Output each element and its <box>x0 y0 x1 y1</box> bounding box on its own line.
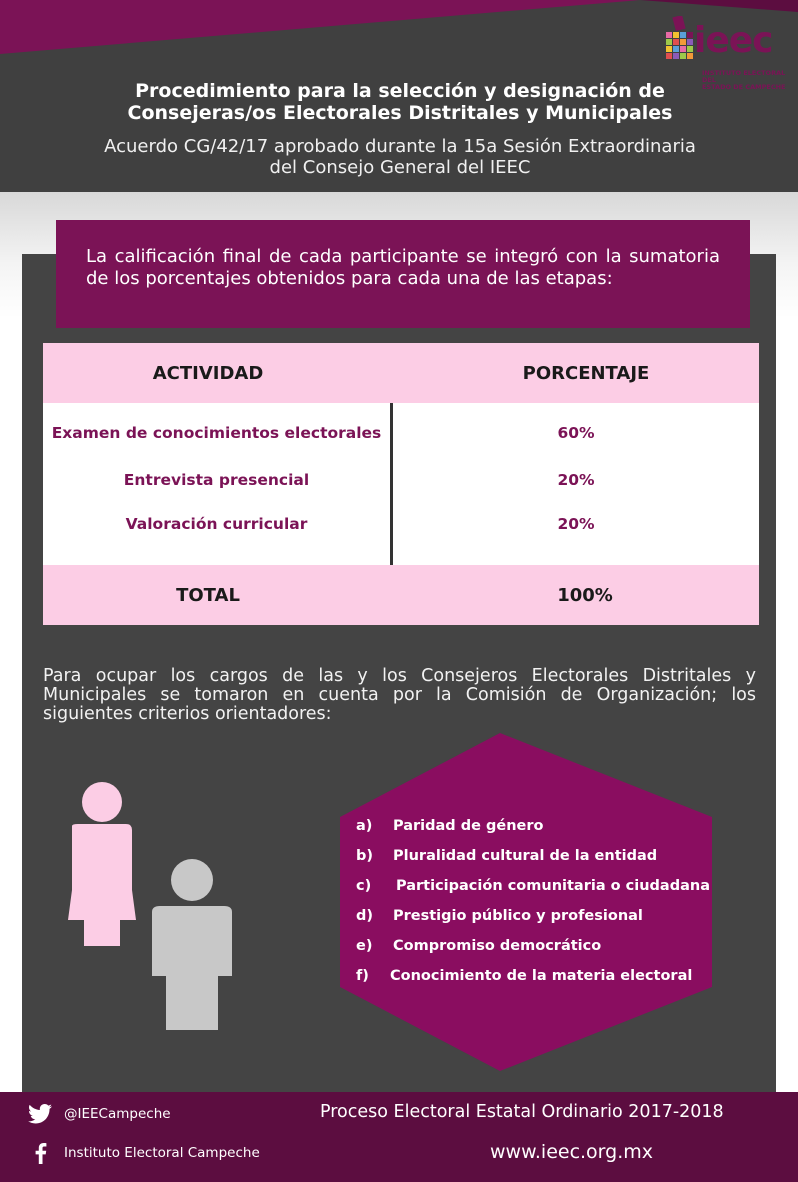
list-item <box>356 968 716 988</box>
table-row-activity: Entrevista presencial <box>123 471 310 489</box>
logo-mosaic-icon <box>664 16 694 70</box>
electoral-process-label: Proceso Electoral Estatal Ordinario 2017-2018 <box>320 1102 724 1122</box>
logo-wordmark: ieec <box>694 20 773 61</box>
woman-figure-icon <box>64 780 140 950</box>
total-label: TOTAL <box>176 585 240 606</box>
table-row-activity: Valoración curricular <box>125 515 308 533</box>
title-line1: Procedimiento para la selección y designación de <box>135 80 665 102</box>
man-figure-icon <box>148 858 236 1034</box>
list-item <box>356 878 716 898</box>
page-subtitle <box>60 136 740 178</box>
total-percent: 100% <box>557 585 613 606</box>
facebook-icon[interactable] <box>30 1142 52 1164</box>
criteria-intro-text: Para ocupar los cargos de las y los Consejeros Electorales Distritales y Municipales se tomaron en cuenta por la Comisión de Organización; los siguientes criterios orientadores: <box>43 666 756 724</box>
criterion-text: Participación comunitaria o ciudadana <box>396 878 710 894</box>
intro-text: La calificación final de cada participante se integró con la sumatoria de los porcentajes obtenidos para cada una de las etapas: <box>86 246 720 289</box>
subtitle-line1: Acuerdo CG/42/17 aprobado durante la 15a Sesión Extraordinaria <box>104 136 696 157</box>
criterion-text: Prestigio público y profesional <box>393 908 643 924</box>
table-row-activity: Examen de conocimientos electorales <box>51 424 382 442</box>
list-item <box>356 908 716 928</box>
website-link[interactable]: www.ieec.org.mx <box>490 1141 654 1163</box>
table-total-row <box>43 565 759 625</box>
column-header-percent: PORCENTAJE <box>522 363 650 384</box>
criterion-text: Conocimiento de la materia electoral <box>390 968 693 984</box>
list-item <box>356 848 716 868</box>
page-title <box>60 80 740 124</box>
footer <box>0 1092 798 1182</box>
logo-subtitle-line2: ESTADO DE CAMPECHE <box>702 83 786 91</box>
criterion-letter: f) <box>356 968 369 984</box>
criterion-letter: d) <box>356 908 374 924</box>
intro-box <box>56 220 750 328</box>
criterion-letter: e) <box>356 938 373 954</box>
list-item <box>356 938 716 958</box>
criterion-letter: b) <box>356 848 374 864</box>
logo-subtitle-line1: INSTITUTO ELECTORAL DEL <box>702 69 786 84</box>
column-header-activity: ACTIVIDAD <box>152 363 264 384</box>
score-table <box>43 343 759 625</box>
criterion-text: Pluralidad cultural de la entidad <box>393 848 658 864</box>
criteria-hexagon <box>340 733 712 1071</box>
subtitle-line2: del Consejo General del IEEC <box>269 157 531 178</box>
twitter-icon[interactable] <box>28 1104 52 1124</box>
twitter-handle[interactable]: @IEECampeche <box>64 1106 171 1122</box>
table-row-percent: 20% <box>557 471 595 489</box>
criterion-text: Paridad de género <box>393 818 544 834</box>
header <box>0 0 798 192</box>
table-header <box>43 343 759 403</box>
list-item <box>356 818 716 838</box>
title-line2: Consejeras/os Electorales Distritales y Municipales <box>127 102 673 124</box>
facebook-name[interactable]: Instituto Electoral Campeche <box>64 1145 260 1161</box>
table-row-percent: 60% <box>557 424 595 442</box>
table-row-percent: 20% <box>557 515 595 533</box>
criterion-letter: c) <box>356 878 372 894</box>
criterion-text: Compromiso democrático <box>393 938 602 954</box>
criterion-letter: a) <box>356 818 373 834</box>
